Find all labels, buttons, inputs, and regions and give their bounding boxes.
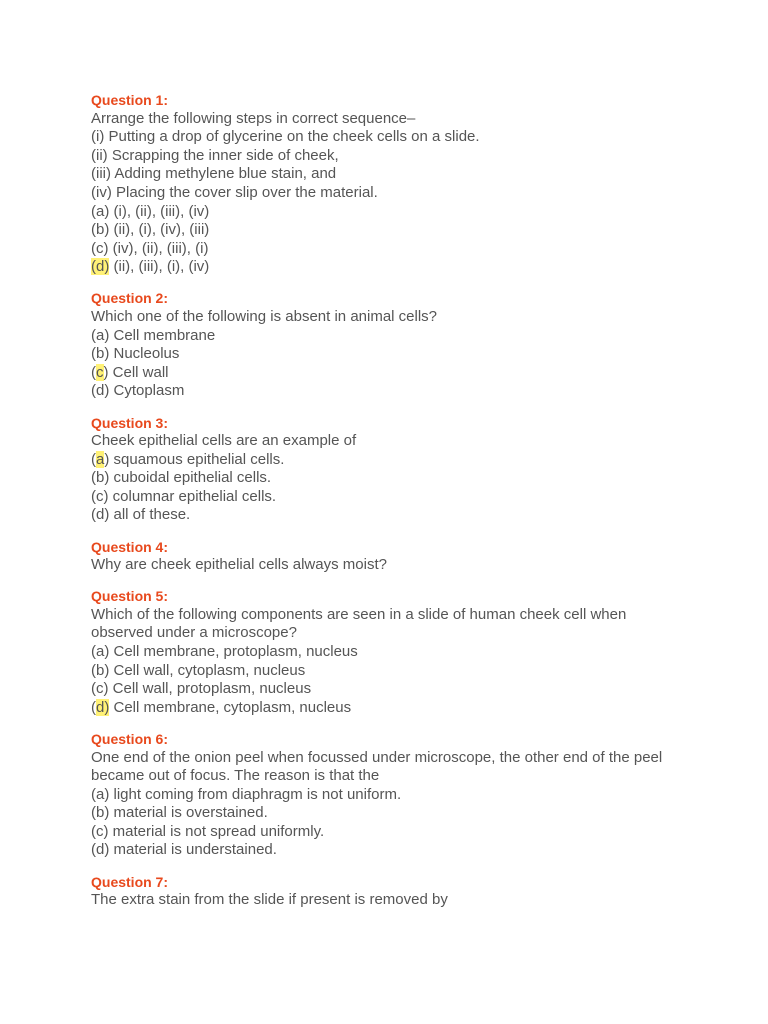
answer-option [91,258,691,277]
line-text: (i) Putting a drop of glycerine on the cheek cells on a slide. [91,128,480,146]
correct-answer-highlight: c [96,363,104,381]
question-title: Question 7: [91,873,169,890]
option-prefix: ( [91,450,96,468]
option-prefix: ( [91,698,96,716]
correct-answer-highlight: (d) [91,258,110,276]
line-text: (iv) Placing the cover slip over the material. [91,183,378,201]
line-text: (c) material is not spread uniformly. [91,822,325,840]
answer-option [91,488,691,507]
line-text: (d) material is understained. [91,841,277,859]
question-block [91,538,691,575]
answer-option [91,203,691,222]
question-title: Question 2: [91,290,169,307]
answer-option [91,221,691,240]
answer-option [91,699,691,718]
question-block [91,414,691,526]
question-block [91,730,691,860]
answer-option [91,469,691,488]
question-title: Question 4: [91,538,169,555]
answer-option [91,147,691,166]
question-text [91,606,691,643]
answer-option [91,643,691,662]
answer-option [91,345,691,364]
line-text: Arrange the following steps in correct sequence– [91,109,416,127]
line-text: Which one of the following is absent in animal cells? [91,308,438,326]
question-title: Question 6: [91,730,169,747]
question-block [91,873,691,910]
question-document [91,91,691,922]
line-text: ) squamous epithelial cells. [104,450,285,468]
answer-option [91,364,691,383]
answer-option [91,184,691,203]
line-text: The extra stain from the slide if present is removed by [91,891,448,909]
line-text: (d) all of these. [91,506,191,524]
question-text [91,432,691,451]
answer-option [91,804,691,823]
line-text: (ii) Scrapping the inner side of cheek, [91,146,339,164]
question-text [91,749,691,786]
answer-option [91,382,691,401]
answer-option [91,128,691,147]
line-text: (c) Cell wall, protoplasm, nucleus [91,680,312,698]
question-text [91,891,691,910]
line-text: (a) Cell membrane [91,326,216,344]
line-text: (a) (i), (ii), (iii), (iv) [91,202,210,220]
line-text: (c) columnar epithelial cells. [91,487,277,505]
question-text [91,308,691,327]
line-text: (b) cuboidal epithelial cells. [91,469,272,487]
answer-option [91,240,691,259]
line-text: Why are cheek epithelial cells always moist? [91,556,387,574]
question-title: Question 3: [91,414,169,431]
question-text [91,556,691,575]
line-text: (c) (iv), (ii), (iii), (i) [91,239,209,257]
answer-option [91,823,691,842]
answer-option [91,841,691,860]
line-text: (b) Cell wall, cytoplasm, nucleus [91,661,306,679]
answer-option [91,680,691,699]
answer-option [91,662,691,681]
correct-answer-highlight: d) [96,698,110,716]
question-title: Question 1: [91,92,169,108]
line-text: (d) Cytoplasm [91,382,185,400]
question-block [91,91,691,277]
answer-option [91,786,691,805]
line-text: (a) Cell membrane, protoplasm, nucleus [91,643,358,661]
correct-answer-highlight: a [96,450,105,468]
line-text: (iii) Adding methylene blue stain, and [91,165,337,183]
question-text [91,110,691,129]
line-text: One end of the onion peel when focussed under microscope, the other end of the peel became out of focus. The reason is that the [91,748,663,785]
line-text: Which of the following components are seen in a slide of human cheek cell when observed under a microscope? [91,605,627,642]
question-block [91,289,691,401]
line-text: (ii), (iii), (i), (iv) [109,258,210,276]
line-text: ) Cell wall [103,363,169,381]
answer-option [91,327,691,346]
line-text: (b) Nucleolus [91,345,180,363]
answer-option [91,165,691,184]
line-text: (a) light coming from diaphragm is not uniform. [91,785,402,803]
option-prefix: ( [91,363,96,381]
line-text: Cheek epithelial cells are an example of [91,432,357,450]
answer-option [91,451,691,470]
question-block [91,587,691,717]
line-text: Cell membrane, cytoplasm, nucleus [109,698,352,716]
line-text: (b) (ii), (i), (iv), (iii) [91,221,210,239]
question-title: Question 5: [91,588,169,605]
answer-option [91,506,691,525]
line-text: (b) material is overstained. [91,804,268,822]
